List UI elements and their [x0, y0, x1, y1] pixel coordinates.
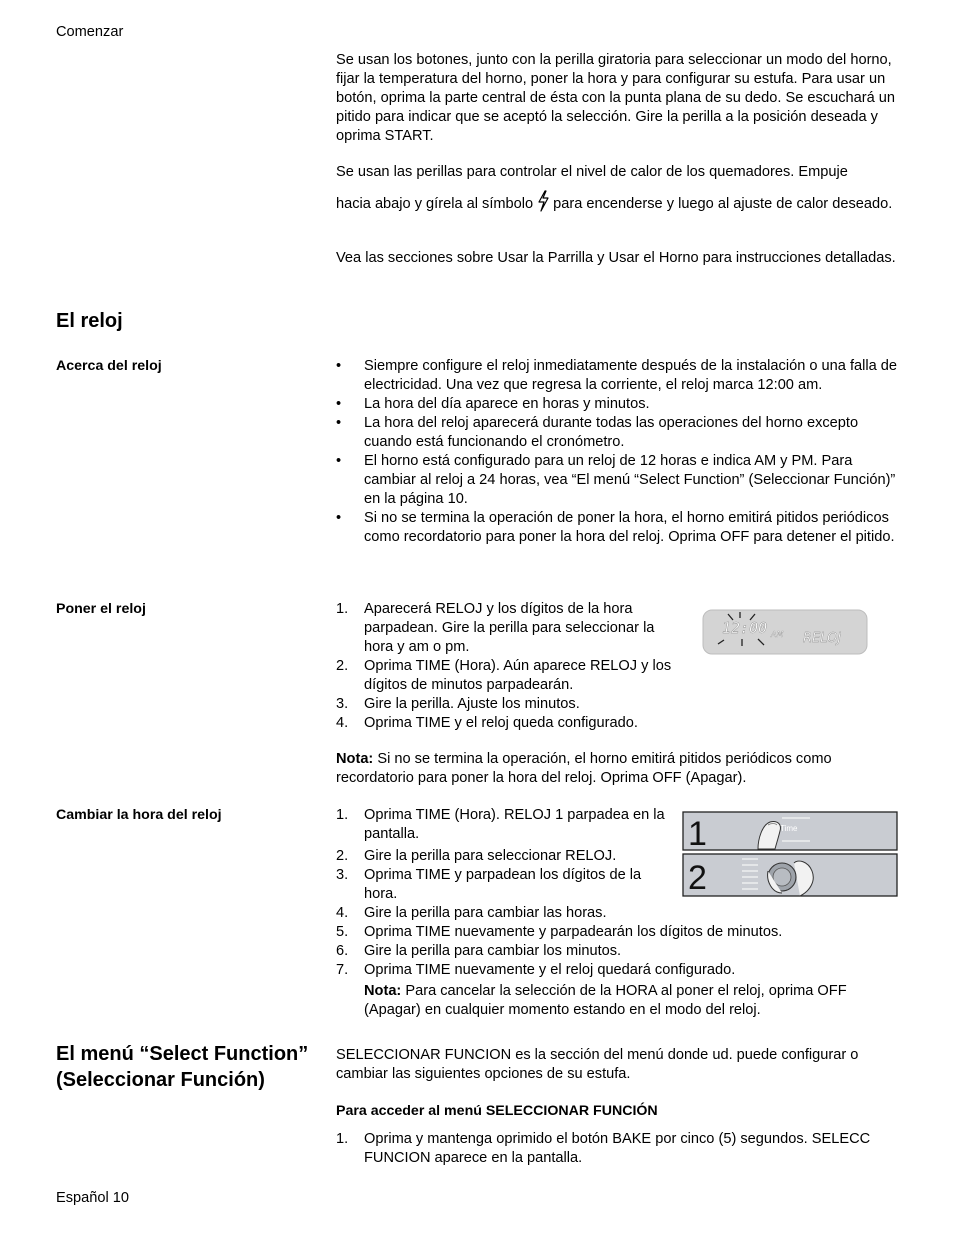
bullet-icon: •	[336, 358, 342, 374]
list-item: 3. Oprima TIME y parpadean los dígitos de la hora.	[336, 867, 642, 902]
running-header: Comenzar	[56, 24, 124, 40]
list-item: 1. Oprima TIME (Hora). RELOJ 1 parpadea en la pantalla.	[336, 807, 665, 842]
knobs-text-before-icon: hacia abajo y gírela al símbolo	[336, 196, 534, 212]
list-item: 4. Gire la perilla para cambiar las horas.	[336, 905, 607, 921]
clock-ampm-readout: AM	[771, 630, 784, 639]
ignition-bolt-icon	[536, 190, 550, 218]
subheading-cambiar: Cambiar la hora del reloj	[56, 807, 222, 823]
poner-steps-list	[336, 600, 676, 733]
list-item: 7. Oprima TIME nuevamente y el reloj quedará configurado.	[336, 962, 736, 978]
clock-word-readout: RELOJ	[803, 631, 842, 646]
note-label: Nota:	[336, 751, 374, 767]
section-title-reloj: El reloj	[56, 310, 123, 332]
clock-time-readout: 12:00	[722, 619, 768, 637]
knobs-text-after-icon: para encenderse y luego al ajuste de calor deseado.	[553, 196, 893, 212]
list-item: 3. Gire la perilla. Ajuste los minutos.	[336, 696, 580, 712]
list-item: 5. Oprima TIME nuevamente y parpadearán los dígitos de minutos.	[336, 924, 783, 940]
list-item: • La hora del día aparece en horas y minutos.	[336, 396, 650, 412]
running-footer: Español 10	[56, 1190, 130, 1206]
panel-number-1: 1	[688, 815, 707, 853]
list-item: 2. Oprima TIME (Hora). Aún aparece RELOJ y los dígitos de minutos parpadearán.	[336, 658, 672, 693]
list-item: • La hora del reloj aparecerá durante todas las operaciones del horno excepto cuando está funcionando el cronómetro.	[336, 415, 859, 450]
bullet-icon: •	[336, 396, 342, 412]
intro-paragraph-sections: Vea las secciones sobre Usar la Parrilla y Usar el Horno para instrucciones detalladas.	[336, 250, 896, 266]
list-item: • El horno está configurado para un reloj de 12 horas e indica AM y PM. Para cambiar al reloj a 24 horas, vea “El menú “Select Function” (Seleccionar Función)” en la página 10.	[336, 453, 896, 507]
list-item: 1. Oprima y mantenga oprimido el botón BAKE por cinco (5) segundos. SELECC FUNCION aparece en la pantalla.	[336, 1131, 871, 1166]
note-label: Nota:	[364, 983, 402, 999]
list-item: 1. Aparecerá RELOJ y los dígitos de la hora parpadean. Gire la perilla para seleccionar la hora y am o pm.	[336, 601, 655, 655]
bullet-icon: •	[336, 510, 342, 526]
bullet-icon: •	[336, 453, 342, 469]
select-function-steps-list	[336, 1130, 902, 1168]
list-item: 6. Gire la perilla para cambiar los minutos.	[336, 943, 622, 959]
list-item: • Siempre configure el reloj inmediatamente después de la instalación o una falla de electricidad. Una vez que regresa la corriente, el reloj marca 12:00 am.	[336, 358, 897, 393]
intro-paragraph-knobs	[336, 190, 902, 218]
list-item: • Si no se termina la operación de poner la hora, el horno emitirá pitidos periódicos como recordatorio para poner la hora del reloj. Oprima OFF para detener el pitido.	[336, 510, 895, 545]
panel-number-2: 2	[688, 859, 707, 897]
list-item: 4. Oprima TIME y el reloj queda configurado.	[336, 715, 638, 731]
list-item: 2. Gire la perilla para seleccionar RELOJ.	[336, 848, 617, 864]
cambiar-steps-list	[336, 806, 783, 980]
intro-paragraph-knobs-line1: Se usan las perillas para controlar el nivel de calor de los quemadores. Empuje	[336, 164, 848, 180]
section-title-select-function: El menú “Select Function” (Seleccionar Función)	[56, 1043, 309, 1091]
cambiar-note: Nota: Para cancelar la selección de la HORA al poner el reloj, oprima OFF (Apagar) en cualquier momento estando en el modo del reloj.	[364, 983, 847, 1018]
poner-note: Nota: Si no se termina la operación, el horno emitirá pitidos periódicos como recordatorio para poner la hora del reloj. Oprima OFF (Apagar).	[336, 751, 832, 786]
select-function-intro: SELECCIONAR FUNCION es la sección del menú donde ud. puede configurar o cambiar las siguientes opciones de su estufa.	[336, 1047, 859, 1082]
time-button-label: Time	[780, 824, 798, 833]
subheading-acerca: Acerca del reloj	[56, 358, 162, 374]
intro-paragraph-buttons: Se usan los botones, junto con la perilla giratoria para seleccionar un modo del horno, fijar la temperatura del horno, poner la hora y para configurar su estufa. Para usar un botón, oprima la parte central de ésta con la punta plana de su dedo. Se escuchará un pitido para indicar que se aceptó la selección. Gire la perilla a la posición deseada y oprima START.	[336, 52, 895, 144]
time-button-figure	[682, 811, 898, 897]
acerca-bullet-list	[336, 357, 902, 547]
select-function-subheading: Para acceder al menú SELECCIONAR FUNCIÓN	[336, 1103, 658, 1119]
clock-display-illustration	[702, 609, 868, 655]
subheading-poner: Poner el reloj	[56, 601, 146, 617]
bullet-icon: •	[336, 415, 342, 431]
